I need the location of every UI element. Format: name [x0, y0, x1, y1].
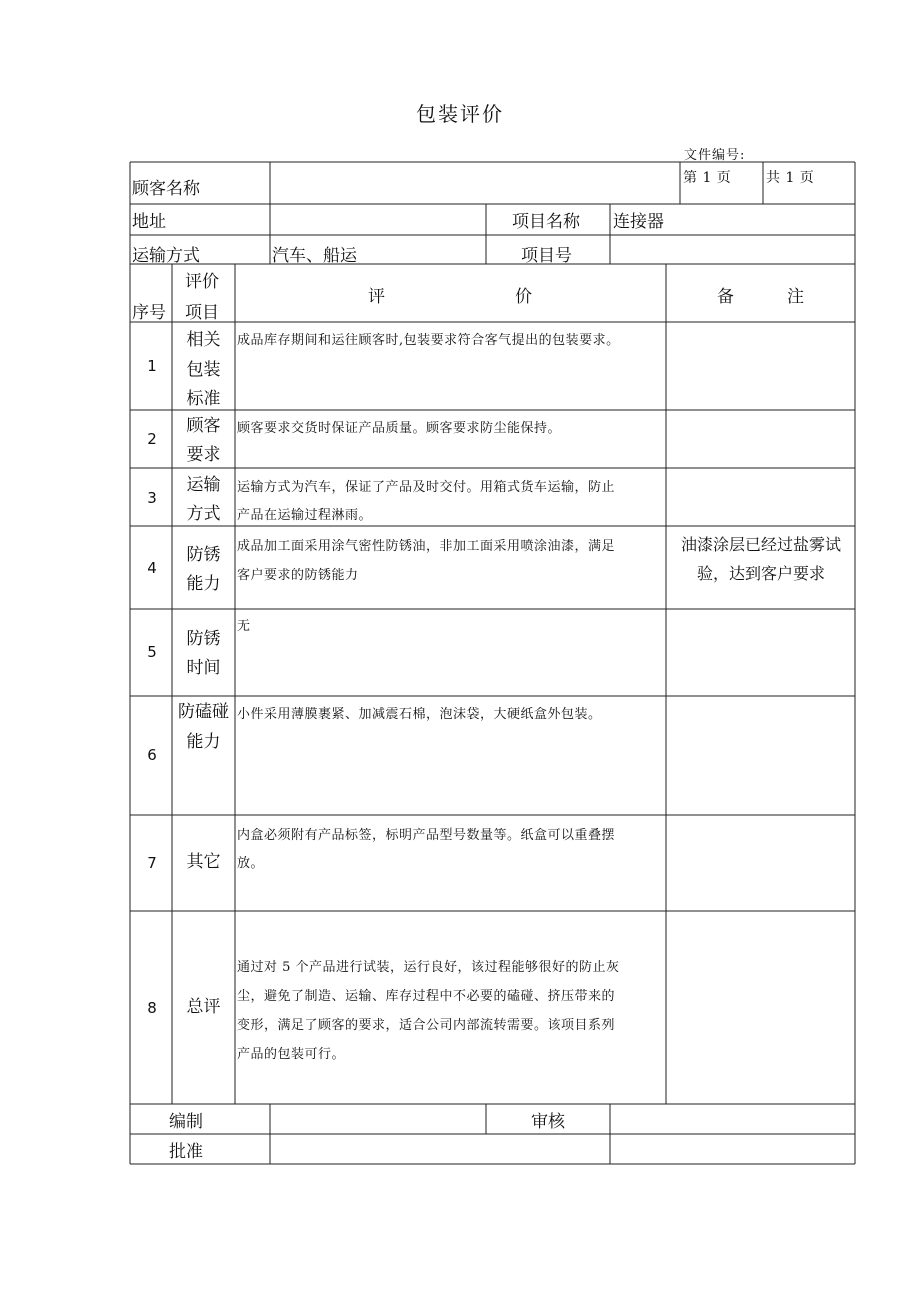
evaluation-text-line: 尘，避免了制造、运输、库存过程中不必要的磕碰、挤压带来的: [237, 989, 616, 1004]
column-header-evaluation-b: 价: [515, 287, 532, 307]
column-header-evaluation-a: 评: [368, 287, 385, 307]
row-category-line: 能力: [186, 732, 221, 752]
transport-label: 运输方式: [132, 246, 200, 266]
column-header-remark-b: 注: [787, 287, 804, 307]
row-number: 7: [147, 854, 157, 872]
row-category-line: 顾客: [186, 416, 221, 436]
row-category-line: 能力: [186, 574, 221, 594]
evaluation-text-line: 产品的包装可行。: [237, 1047, 346, 1062]
evaluation-text-line: 成品库存期间和运往顾客时,包装要求符合客气提出的包装要求。: [237, 333, 620, 348]
total-pages-label: 共 1 页: [766, 170, 815, 186]
row-number: 2: [147, 430, 157, 448]
evaluation-text-line: 小件采用薄膜裹紧、加减震石棉，泡沫袋，大硬纸盒外包装。: [237, 707, 602, 722]
row-category-line: 包装: [186, 360, 221, 380]
column-header-remark-a: 备: [717, 287, 734, 307]
row-number: 5: [147, 643, 157, 661]
evaluation-text-line: 产品在运输过程淋雨。: [237, 508, 373, 523]
remark-text-line: 油漆涂层已经过盐雾试: [680, 535, 841, 554]
row-category-line: 其它: [186, 852, 221, 872]
row-category-line: 要求: [186, 445, 221, 465]
column-header-seq: 序号: [132, 303, 166, 323]
address-label: 地址: [132, 212, 166, 232]
row-category-line: 标准: [186, 389, 221, 409]
column-header-item-line2: 项目: [185, 303, 219, 323]
remark-text-line: 验，达到客户要求: [696, 564, 825, 583]
evaluation-text-line: 变形，满足了顾客的要求，适合公司内部流转需要。该项目系列: [237, 1018, 616, 1033]
page-number-label: 第 1 页: [683, 170, 732, 186]
row-category-line: 防锈: [186, 629, 221, 649]
evaluation-text-line: 无: [237, 619, 251, 634]
project-name-label: 项目名称: [512, 212, 580, 232]
review-label: 审核: [531, 1112, 565, 1132]
column-header-item-line1: 评价: [185, 272, 219, 292]
evaluation-text-line: 内盒必须附有产品标签，标明产品型号数量等。纸盒可以重叠摆: [237, 828, 616, 843]
row-number: 8: [147, 999, 157, 1017]
row-number: 4: [147, 559, 157, 577]
row-number: 1: [147, 357, 157, 375]
row-number: 6: [147, 746, 157, 764]
row-category-line: 方式: [186, 504, 221, 524]
row-category-line: 运输: [186, 475, 221, 495]
evaluation-text-line: 运输方式为汽车，保证了产品及时交付。用箱式货车运输，防止: [237, 480, 616, 495]
approve-label: 批准: [169, 1142, 203, 1162]
row-category-line: 相关: [186, 330, 221, 350]
page-title: 包装评价: [416, 102, 504, 126]
transport-value: 汽车、船运: [272, 246, 357, 266]
evaluation-text-line: 放。: [237, 856, 265, 871]
project-number-label: 项目号: [521, 246, 572, 266]
evaluation-text-line: 顾客要求交货时保证产品质量。顾客要求防尘能保持。: [237, 421, 562, 436]
row-category-line: 防锈: [186, 545, 221, 565]
row-category-line: 防磕碰: [178, 702, 229, 722]
document-number-label: 文件编号:: [684, 148, 746, 163]
evaluation-text-line: 通过对 5 个产品进行试装，运行良好，该过程能够很好的防止灰: [237, 960, 620, 975]
customer-name-label: 顾客名称: [132, 179, 200, 199]
row-number: 3: [147, 489, 157, 507]
evaluation-text-line: 客户要求的防锈能力: [237, 568, 359, 583]
row-category-line: 时间: [186, 658, 221, 678]
compile-label: 编制: [169, 1112, 203, 1132]
evaluation-text-line: 成品加工面采用涂气密性防锈油，非加工面采用喷涂油漆，满足: [237, 539, 616, 554]
project-name-value: 连接器: [613, 212, 664, 232]
row-category-line: 总评: [186, 997, 221, 1017]
